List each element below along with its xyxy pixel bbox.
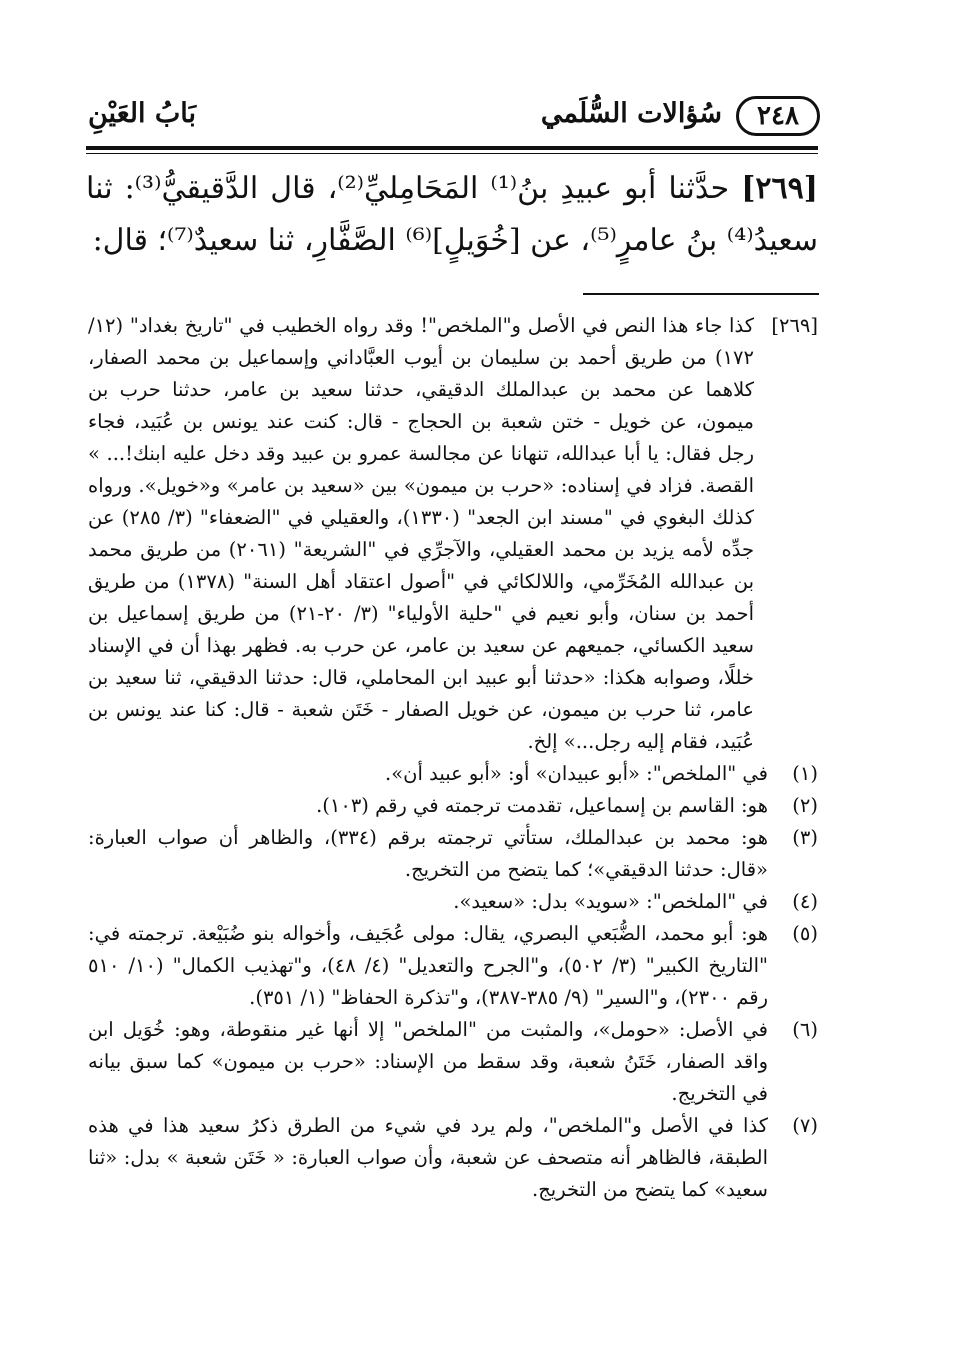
chapter-title: بَابُ العَيْنِ — [88, 98, 197, 129]
footnote-mark: (٣) — [792, 826, 818, 849]
main-note-text: كذا جاء هذا النص في الأصل و"الملخص"! وقد رواه الخطيب في "تاريخ بغداد" (١٢/ ١٧٢) من طريق أحمد بن سليمان بن أيوب العبَّاداني وإسماعيل بن محمد الصفار، كلاهما عن محمد بن عبدالملك الدقيقي، حدثنا سعيد بن عامر، حدثنا حرب بن ميمون، عن خويل - ختن شعبة بن الحجاج - قال: كنت عند يونس بن عُبَيد، فجاء رجل فقال: يا أبا عبدالله، تنهانا عن مجالسة عمرو بن عبيد وقد دخل عليه ابنك!... » القصة. فزاد في إسناده: «حرب بن ميمون» بين «سعيد بن عامر» و«خويل». ورواه كذلك البغوي في "مسند ابن الجعد" (١٣٣٠)، والعقيلي في "الضعفاء" (٣/ ٢٨٥) عن جدِّه لأمه يزيد بن محمد العقيلي، والآجرِّي في "الشريعة" (٢٠٦١) من طريق محمد بن عبدالله المُخَرِّمي، واللالكائي في "أصول اعتقاد أهل السنة" (١٣٧٨) من طريق أحمد بن سنان، وأبو نعيم في "حلية الأولياء" (٣/ ٢٠-٢١) من طريق إسماعيل بن سعيد الكسائي، جميعهم عن سعيد بن عامر، عن حرب به. فظهر بهذا أن في الإسناد خللًا، وصوابه هكذا: «حدثنا أبو عبيد ابن المحاملي، قال: حدثنا الدقيقي، ثنا سعيد بن عامر، ثنا حرب بن ميمون، عن خويل الصفار - خَتَن شعبة - قال: كنا عند يونس بن عُبَيد، فقام إليه رجل...» إلخ. — [88, 314, 755, 753]
footnote-mark: (٢) — [792, 794, 818, 817]
footnote-text: هو: أبو محمد، الضُّبَعي البصري، يقال: مولى عُجَيف، وأخواله بنو ضُبَيْعة. ترجمته في: "التاريخ الكبير" (٣/ ٥٠٢)، و"الجرح والتعديل" (٤/ ٤٨)، و"تهذيب الكمال" (١٠/ ٥١٠ رقم ٢٣٠٠)، و"السير" (٩/ ٣٨٥-٣٨٧)، و"تذكرة الحفاظ" (١/ ٣٥١). — [88, 922, 768, 1009]
footnote-mark: (٤) — [792, 890, 818, 913]
footnote-text: في "الملخص": «سويد» بدل: «سعيد». — [453, 890, 768, 913]
footnote-mark: (٧) — [792, 1114, 818, 1137]
footnote-text: في "الملخص": «أبو عبيدان» أو: «أبو عبيد أن». — [385, 762, 768, 785]
footnote-1 — [88, 758, 818, 790]
footnote-6 — [88, 1014, 818, 1110]
main-text — [86, 163, 818, 267]
footnote-mark: (٥) — [792, 922, 818, 945]
footnote-text: في الأصل: «حومل»، والمثبت من "الملخص" إلا أنها غير منقوطة، وهو: خُوَيل ابن واقد الصفار، خَتَنُ شعبة، وقد سقط من الإسناد: «حرب بن ميمون» كما سبق بيانه في التخريج. — [88, 1018, 768, 1105]
footnote-4 — [88, 886, 818, 918]
main-note-mark: [٢٦٩] — [771, 314, 818, 337]
entry-text: حدَّثنا أبو عبيدِ بنُ⁽¹⁾ المَحَامِليِّ⁽²⁾، قال الدَّقيقيُّ⁽³⁾: ثنا سعيدُ⁽⁴⁾ بنُ عامرٍ⁽⁵⁾، عن [خُوَيلٍ]⁽⁶⁾ الصَّفَّارِ، ثنا سعيدٌ⁽⁷⁾؛ قال: — [86, 171, 818, 258]
book-title: سُؤالات السُّلَمي — [540, 98, 722, 129]
page-number-badge — [736, 96, 820, 136]
footnote-mark: (١) — [792, 762, 818, 785]
header-rule-thin — [86, 153, 818, 154]
header-rule-thick — [86, 146, 818, 150]
footnote-5 — [88, 918, 818, 1014]
footnote-text: كذا في الأصل و"الملخص"، ولم يرد في شيء من الطرق ذكرُ سعيد هذا في هذه الطبقة، فالظاهر أنه متصحف عن شعبة، وأن صواب العبارة: « خَتَن شعبة » بدل: «ثنا سعيد» كما يتضح من التخريج. — [88, 1114, 768, 1201]
footnote-mark: (٦) — [792, 1018, 818, 1041]
footnote-text: هو: القاسم بن إسماعيل، تقدمت ترجمته في رقم (١٠٣). — [316, 794, 768, 817]
footnote-text: هو: محمد بن عبدالملك، ستأتي ترجمته برقم (٣٣٤)، والظاهر أن صواب العبارة: «قال: حدثنا الدقيقي»؛ كما يتضح من التخريج. — [88, 826, 768, 881]
footnote-3 — [88, 822, 818, 886]
main-note — [88, 310, 818, 758]
footnote-7 — [88, 1110, 818, 1206]
footnote-2 — [88, 790, 818, 822]
footnote-separator — [583, 293, 819, 295]
page-number: ٢٤٨ — [757, 101, 799, 131]
footnotes — [88, 310, 818, 1206]
entry-number: [٢٦٩] — [741, 171, 818, 206]
page-header — [88, 92, 820, 144]
